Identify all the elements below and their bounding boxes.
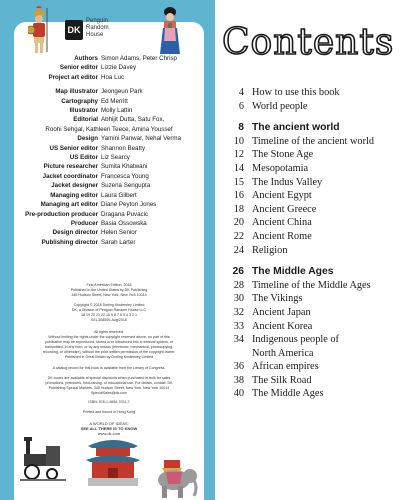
table-of-contents <box>222 86 412 401</box>
imprint-line: Copyright © 2018 Dorling Kindersley Limited <box>73 303 145 307</box>
toc-entry[interactable] <box>222 306 412 320</box>
toc-page-number: 4 <box>238 87 244 98</box>
chinese-temple-illustration <box>84 432 142 488</box>
toc-title: How to use this book <box>252 87 340 98</box>
publisher-name <box>86 18 126 39</box>
credit-name: Laura Gilbert <box>101 191 137 199</box>
credit-role: Senior editor <box>59 64 98 72</box>
printed-info <box>24 410 194 415</box>
credit-row <box>14 115 204 124</box>
toc-title: Indigenous people of <box>252 334 339 346</box>
credit-row <box>14 172 204 181</box>
toc-page-number: 18 <box>233 203 244 215</box>
toc-title: Ancient Japan <box>252 306 311 318</box>
toc-page-number: 33 <box>233 320 244 332</box>
toc-entry[interactable] <box>222 387 412 401</box>
credit-row <box>14 191 204 200</box>
toc-page-number: 20 <box>233 217 244 229</box>
toc-title: Ancient Rome <box>252 230 312 242</box>
credit-name: Hoa Luc <box>101 73 125 81</box>
toc-title: African empires <box>252 361 319 373</box>
credit-role: Project art editor <box>48 73 98 81</box>
sales-info <box>24 376 194 396</box>
credit-role: Editorial <box>73 116 98 124</box>
imprint-line: First American Edition, 2018 <box>86 283 132 287</box>
imprint-line: Printed and bound in Hong Kong <box>82 410 136 414</box>
toc-title: World people <box>252 100 308 112</box>
toc-entry[interactable] <box>222 374 412 388</box>
credit-role: US Senior editor <box>49 144 98 152</box>
toc-title: The Indus Valley <box>252 176 323 188</box>
toc-title: Ancient Korea <box>252 320 313 332</box>
toc-page-number: 24 <box>233 244 244 256</box>
toc-title: Timeline of the Middle Ages <box>252 279 371 291</box>
credit-name: Simon Adams, Peter Chrisp <box>101 55 177 62</box>
credit-name: Jeongeun Park <box>101 88 143 96</box>
credit-name: Yamini Panwar, Nehal Verma <box>101 135 182 143</box>
toc-entry[interactable] <box>222 320 412 334</box>
toc-title: Ancient Egypt <box>252 190 312 202</box>
credit-row <box>14 134 204 143</box>
toc-page-number: 15 <box>233 176 244 188</box>
credit-row <box>14 181 204 190</box>
credit-name: Roohi Sehgal, Kathleen Teece, Amina Youssef <box>45 125 173 133</box>
steam-locomotive-illustration <box>20 432 66 482</box>
credit-name: Shannon Beatty <box>101 144 146 152</box>
credit-role: Illustrator <box>69 107 98 115</box>
toc-entry[interactable] <box>222 333 412 347</box>
toc-title: The ancient world <box>252 122 340 134</box>
imprint-line: promotions, premiums, fund-raising, or educational use. For details, contact: DK <box>45 381 173 385</box>
credit-role: Design <box>77 135 98 143</box>
credit-row <box>14 63 204 72</box>
credit-role: Map illustrator <box>55 88 98 96</box>
toc-title: Ancient Greece <box>252 203 317 215</box>
imprint-line: All rights reserved. <box>94 330 124 334</box>
toc-title: The Vikings <box>252 293 303 305</box>
toc-entry[interactable] <box>222 244 412 258</box>
credit-row <box>14 73 204 82</box>
toc-title: Ancient China <box>252 217 312 229</box>
credit-row <box>14 87 204 96</box>
imprint-line: 345 Hudson Street, New York, New York 10014 <box>71 293 147 297</box>
credit-role: Jacket coordinator <box>42 172 98 180</box>
credit-row <box>14 153 204 162</box>
credit-role: Authors <box>74 55 98 62</box>
credit-role: Managing art editor <box>40 201 98 209</box>
credit-name: Liz Searcy <box>101 154 130 162</box>
toc-title: The Silk Road <box>252 374 312 386</box>
toc-title: Religion <box>252 244 288 256</box>
page-title: Contents <box>222 22 395 63</box>
catalog-info <box>24 366 194 371</box>
imprint-line: A catalog record for this book is available from the Library of Congress. <box>52 366 166 370</box>
credit-role: Jacket designer <box>51 182 98 190</box>
credit-row <box>14 54 204 63</box>
publisher-name-line: House <box>86 32 104 38</box>
isbn <box>24 400 194 405</box>
toc-title: Mesopotamia <box>252 162 309 174</box>
toc-entry[interactable] <box>222 135 412 149</box>
imprint-line: Published in Great Britain by Dorling Kindersley Limited <box>64 355 154 359</box>
toc-entry[interactable] <box>222 216 412 230</box>
imprint-line: Publishing Special Markets, 345 Hudson Street, New York, New York 10014 <box>48 386 170 390</box>
toc-entry[interactable] <box>222 279 412 293</box>
korean-woman-illustration <box>158 6 182 56</box>
credit-row <box>14 144 204 153</box>
toc-section-heading[interactable] <box>222 121 412 135</box>
credit-name: Sumita Khatwani <box>101 163 148 171</box>
toc-entry-continued[interactable] <box>222 347 412 361</box>
toc-page-number: 10 <box>233 135 244 147</box>
tagline-line: A WORLD OF IDEAS: <box>89 421 129 426</box>
credit-name: Ed Merritt <box>101 97 128 105</box>
credit-row <box>14 200 204 209</box>
toc-page-number <box>222 347 252 361</box>
toc-page-number: 28 <box>233 279 244 291</box>
toc-title: The Stone Age <box>252 149 314 161</box>
toc-page-number: 16 <box>233 190 244 202</box>
imprint-line: SpecialSales@dk.com <box>90 391 127 395</box>
credit-row <box>14 219 204 228</box>
credit-role: Publishing director <box>41 238 98 246</box>
credit-role: US Editor <box>69 154 98 162</box>
credit-role: Design director <box>52 229 98 237</box>
toc-entry[interactable] <box>222 292 412 306</box>
credit-name: Francesca Young <box>101 172 149 180</box>
credit-role: Picture researcher <box>43 163 98 171</box>
toc-page-number: 30 <box>233 293 244 305</box>
credit-row <box>14 228 204 237</box>
toc-page-number: 34 <box>233 334 244 346</box>
toc-title: The Middle Ages <box>252 266 334 278</box>
toc-page-number: 12 <box>233 149 244 161</box>
imprint-line: Published in the United States by DK Publishing <box>70 288 148 292</box>
imprint-line: DK, a Division of Penguin Random House LLC <box>71 308 147 312</box>
credit-row <box>14 106 204 115</box>
toc-page-number: 14 <box>233 162 244 174</box>
imprint-line: ISBN: 978-1-4654-7031-7 <box>88 400 130 404</box>
publisher-name-line: Random <box>86 25 109 31</box>
toc-entry[interactable] <box>222 86 412 100</box>
credit-name: Suzena Sengupta <box>101 182 151 190</box>
greek-warrior-illustration <box>28 6 50 56</box>
edition-info <box>24 283 194 298</box>
toc-section-heading[interactable] <box>222 265 412 279</box>
toc-page-number: 8 <box>238 122 244 134</box>
credit-row <box>14 162 204 171</box>
credit-name: Helen Senior <box>101 229 137 237</box>
credit-row <box>14 97 204 106</box>
website: www.dk.com <box>97 431 121 436</box>
imprint-line: Without limiting the rights under the copyright reserved above, no part of this <box>48 335 170 339</box>
toc-page-number: 32 <box>233 306 244 318</box>
dk-logo: DK <box>65 20 83 40</box>
credit-row <box>14 125 204 134</box>
toc-page-number: 26 <box>232 266 244 278</box>
tagline-line: SEE ALL THERE IS TO KNOW <box>80 426 138 431</box>
credit-row <box>14 210 204 219</box>
toc-entry[interactable] <box>222 148 412 162</box>
toc-entry[interactable] <box>222 162 412 176</box>
credits-list <box>14 54 204 247</box>
rights-info <box>24 330 194 360</box>
credit-name: Abhijit Dutta, Satu Fox, <box>101 116 165 124</box>
credit-role: Cartography <box>61 97 98 105</box>
copyright-info <box>24 303 194 323</box>
toc-entry[interactable] <box>222 189 412 203</box>
imprint-line: 18 19 20 21 22 10 9 8 7 6 5 4 3 2 1 <box>81 313 137 317</box>
toc-page-number: 36 <box>233 361 244 373</box>
credit-name: Sarah Larter <box>101 238 136 246</box>
credit-name: Diane Peyton Jones <box>101 201 157 209</box>
toc-entry[interactable] <box>222 360 412 374</box>
toc-entry[interactable] <box>222 230 412 244</box>
toc-page-number: 22 <box>233 230 244 242</box>
credit-name: Basia Ossowska <box>101 219 147 227</box>
publisher-name-line: Penguin <box>86 18 109 24</box>
toc-page-number: 40 <box>233 388 244 400</box>
toc-entry[interactable] <box>222 203 412 217</box>
imprint-line: 001-308500-Aug/2018 <box>91 318 127 322</box>
toc-page-number: 38 <box>233 374 244 386</box>
credit-role: Producer <box>70 219 98 227</box>
imprint-line: recording, or otherwise), without the prior written permission of the copyright owner. <box>42 350 176 354</box>
credit-role: Pre-production producer <box>25 210 98 218</box>
credit-role: Managing editor <box>50 191 98 199</box>
toc-entry[interactable] <box>222 176 412 190</box>
toc-entry[interactable] <box>222 100 412 114</box>
toc-title: North America <box>252 347 314 359</box>
credit-name: Molly Lattin <box>101 107 133 115</box>
toc-title: The Middle Ages <box>252 388 324 400</box>
credit-name: Lizzie Davey <box>101 64 137 72</box>
imprint-line: DK books are available at special discounts when purchased in bulk for sales <box>47 376 171 380</box>
toc-page-number: 6 <box>238 100 244 112</box>
toc-title: Timeline of the ancient world <box>252 135 375 147</box>
imprint-line: publication may be reproduced, stored in or introduced into a retrieval system, or <box>44 340 174 344</box>
credit-name: Dragana Puvacic <box>101 210 149 218</box>
credit-row <box>14 238 204 247</box>
elephant-illustration <box>150 458 200 500</box>
imprint-line: transmitted, in any form, or by any means (electronic, mechanical, photocopying, <box>44 345 174 349</box>
